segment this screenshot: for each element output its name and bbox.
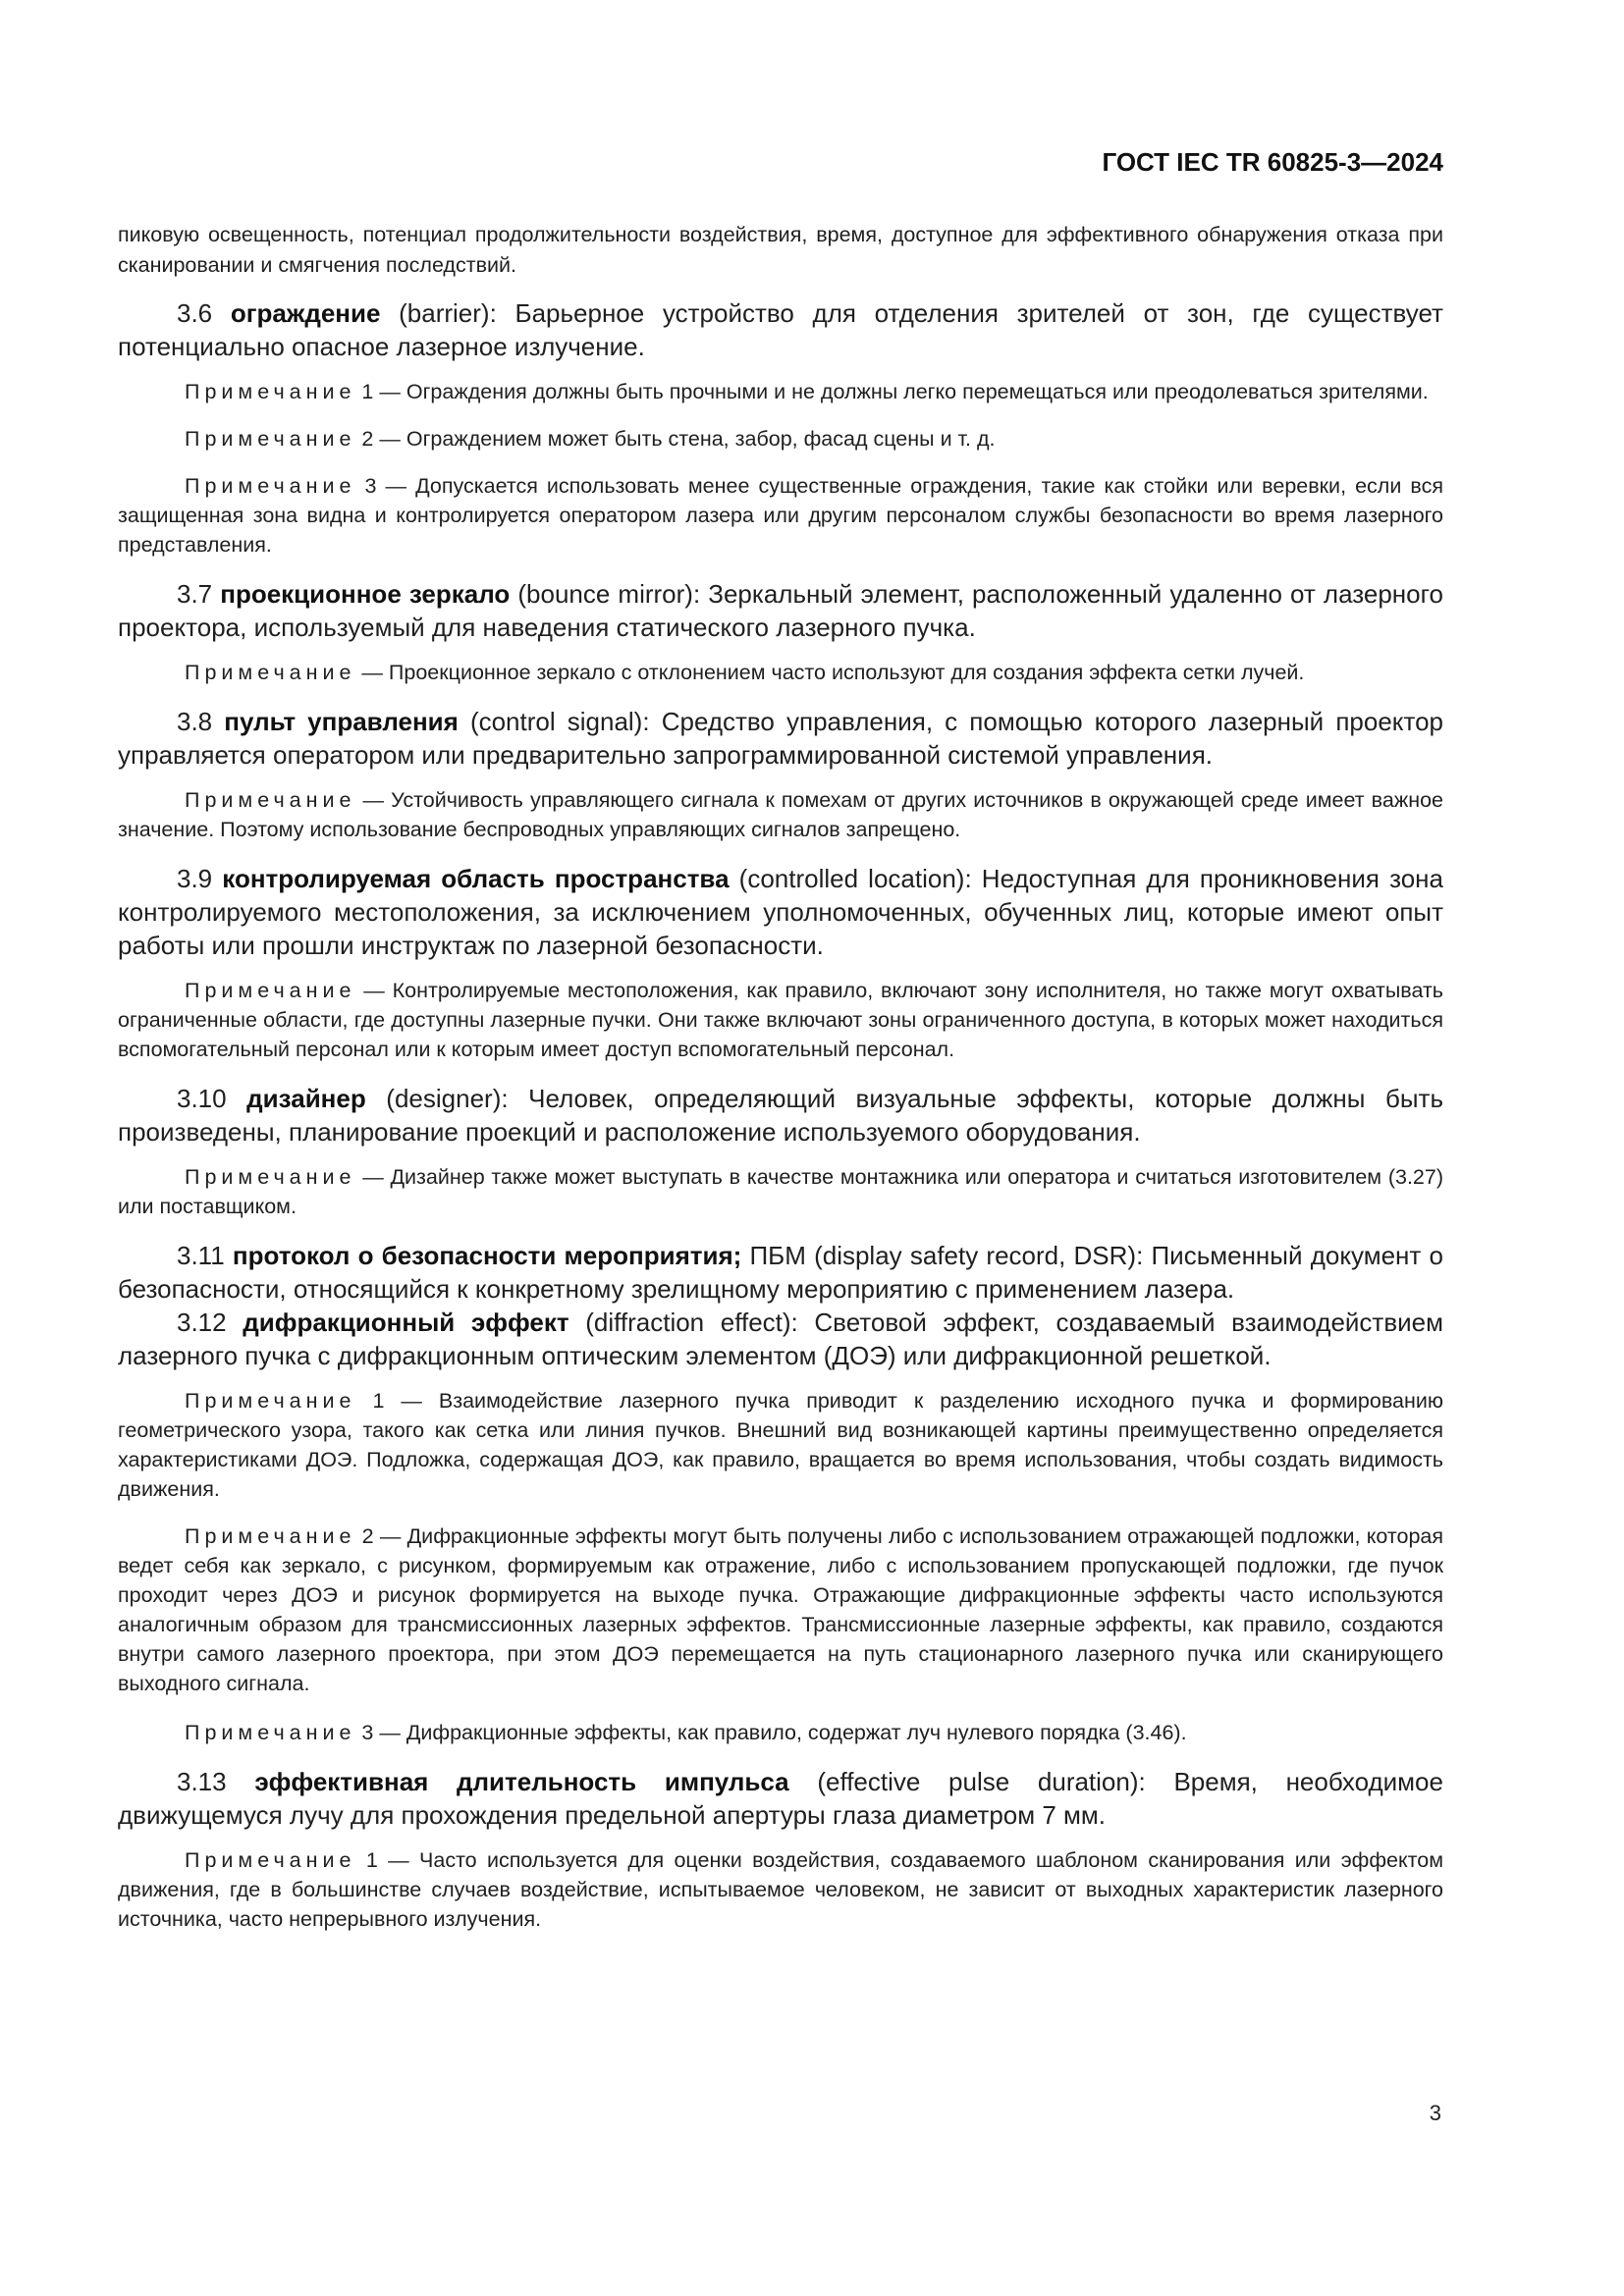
- term-name: дифракционный эффект: [243, 1308, 569, 1337]
- note-suffix: 1 —: [355, 1848, 420, 1872]
- term-definition: Недоступная для проникновения зона контролируемого местоположения, за исключением уполномоченных, обученных лиц, которые имеют опыт работы или прошли инструктаж по лазерной безопасности.: [118, 864, 1443, 960]
- term-name: ограждение: [230, 298, 381, 328]
- term-origin: (control signal):: [469, 707, 650, 736]
- note-label: Примечание: [185, 1389, 356, 1413]
- term-number: 3.6: [177, 298, 213, 328]
- note-text: Взаимодействие лазерного пучка приводит к разделению исходного пучка и формированию геометрического узора, такого как сетка или линия пучков. Внешний вид возникающей картины преимущественно определяется характеристиками ДОЭ. Подложка, содержащая ДОЭ, как правило, вращается во время использования, чтобы создать видимость движения.: [118, 1389, 1443, 1501]
- term-origin: (barrier):: [399, 298, 497, 328]
- term-number: 3.12: [177, 1308, 227, 1337]
- term-origin: (controlled location):: [738, 864, 972, 893]
- page-number: 3: [1429, 2101, 1441, 2125]
- term-number: 3.9: [177, 864, 213, 893]
- term-number: 3.7: [177, 579, 213, 609]
- term-definition: Письменный документ о безопасности, относящийся к конкретному зрелищному мероприятию с применением лазера.: [118, 1241, 1443, 1304]
- note-suffix: 2 —: [355, 1524, 407, 1548]
- note: [118, 471, 1443, 560]
- term-definition: Средство управления, с помощью которого лазерный проектор управляется оператором или предварительно запрограммированной системой управления.: [118, 707, 1443, 770]
- term-definition: Время, необходимое движущемуся лучу для прохождения предельной апертуры глаза диаметром 7 мм.: [118, 1767, 1443, 1830]
- note-text: Ограждения должны быть прочными и не должны легко перемещаться или преодолеваться зрителями.: [406, 380, 1429, 403]
- term-3-6: [118, 296, 1443, 363]
- term-name: пульт управления: [224, 707, 459, 736]
- term-name: дизайнер: [246, 1084, 366, 1113]
- note: [118, 658, 1443, 687]
- note-text: Устойчивость управляющего сигнала к помехам от других источников в окружающей среде имеет важное значение. Поэтому использование беспроводных управляющих сигналов запрещено.: [118, 788, 1443, 841]
- term-3-9: [118, 862, 1443, 962]
- term-3-10: [118, 1082, 1443, 1148]
- note: [118, 1162, 1443, 1221]
- term-name: протокол о безопасности мероприятия;: [232, 1241, 742, 1270]
- term-origin: (designer):: [386, 1084, 509, 1113]
- note: [118, 1386, 1443, 1504]
- term-origin: ПБМ (display safety record, DSR):: [749, 1241, 1144, 1270]
- note: [118, 785, 1443, 844]
- note: [118, 1845, 1443, 1934]
- note-text: Дизайнер также может выступать в качестве монтажника или оператора и считаться изготовителем (3.27) или поставщиком.: [118, 1165, 1443, 1218]
- note-text: Дифракционные эффекты могут быть получены либо с использованием отражающей подложки, которая ведет себя как зеркало, с рисунком, формируемым как отражение, либо с использованием пропускающей подложки, где пучок проходит через ДОЭ и рисунок формируется на выходе пучка. Отражающие дифракционные эффекты часто используются аналогичным образом для трансмиссионных лазерных эффектов. Трансмиссионные лазерные эффекты, как правило, создаются внутри самого лазерного проектора, при этом ДОЭ перемещается на путь стационарного лазерного пучка или сканирующего выходного сигнала.: [118, 1524, 1443, 1695]
- note-suffix: —: [355, 661, 389, 684]
- note: [118, 976, 1443, 1064]
- note-label: Примечание: [185, 661, 356, 684]
- term-number: 3.8: [177, 707, 213, 736]
- note-label: Примечание: [185, 1721, 356, 1744]
- note-suffix: —: [355, 788, 392, 812]
- page-content: [118, 220, 1443, 1951]
- term-origin: (effective pulse duration):: [817, 1767, 1146, 1796]
- note-text: Проекционное зеркало с отклонением часто используют для создания эффекта сетки лучей.: [388, 661, 1305, 684]
- term-number: 3.13: [177, 1767, 227, 1796]
- note-text: Допускается использовать менее существенные ограждения, такие как стойки или веревки, если вся защищенная зона видна и контролируется оператором лазера или другим персоналом службы безопасности во время лазерного представления.: [118, 474, 1443, 557]
- term-definition: Зеркальный элемент, расположенный удаленно от лазерного проектора, используемый для наведения статического лазерного пучка.: [118, 579, 1443, 642]
- document-code: ГОСТ IEC TR 60825-3—2024: [1102, 147, 1443, 177]
- continuation-text: пиковую освещенность, потенциал продолжительности воздействия, время, доступное для эффективного обнаружения отказа при сканировании и смягчения последствий.: [118, 223, 1443, 277]
- note-label: Примечание: [185, 1524, 356, 1548]
- note-label: Примечание: [185, 474, 356, 498]
- note-label: Примечание: [185, 788, 356, 812]
- note-suffix: —: [355, 1165, 391, 1189]
- term-origin: (bounce mirror):: [517, 579, 701, 609]
- term-name: эффективная длительность импульса: [254, 1767, 789, 1796]
- note: [118, 1718, 1443, 1747]
- note-suffix: 2 —: [355, 427, 406, 451]
- note: [118, 1522, 1443, 1698]
- term-3-8: [118, 705, 1443, 772]
- note-label: Примечание: [185, 427, 356, 451]
- term-number: 3.11: [177, 1241, 225, 1270]
- note-label: Примечание: [185, 1848, 356, 1872]
- term-3-13: [118, 1765, 1443, 1832]
- term-origin: (diffraction effect):: [585, 1308, 798, 1337]
- note-text: Часто используется для оценки воздействия, создаваемого шаблоном сканирования или эффектом движения, где в большинстве случаев воздействие, испытываемое человеком, не зависит от выходных характеристик лазерного источника, часто непрерывного излучения.: [118, 1848, 1443, 1931]
- note-suffix: 3 —: [355, 1721, 406, 1744]
- term-name: проекционное зеркало: [220, 579, 511, 609]
- note-suffix: 1 —: [355, 1389, 439, 1413]
- term-3-11: [118, 1239, 1443, 1306]
- note-suffix: 3 —: [355, 474, 416, 498]
- term-definition: Световой эффект, создаваемый взаимодействием лазерного пучка с дифракционным оптическим элементом (ДОЭ) или дифракционной решеткой.: [118, 1308, 1444, 1370]
- term-3-7: [118, 577, 1443, 644]
- term-3-12: [118, 1306, 1443, 1372]
- note-suffix: —: [355, 979, 393, 1002]
- term-name: контролируемая область пространства: [222, 864, 730, 893]
- note-text: Дифракционные эффекты, как правило, содержат луч нулевого порядка (3.46).: [406, 1721, 1187, 1744]
- term-number: 3.10: [177, 1084, 227, 1113]
- note: [118, 377, 1443, 406]
- note-label: Примечание: [185, 1165, 356, 1189]
- note-text: Контролируемые местоположения, как правило, включают зону исполнителя, но также могут охватывать ограниченные области, где доступны лазерные пучки. Они также включают зоны ограниченного доступа, в которых может находиться вспомогательный персонал или к которым имеет доступ вспомогательный персонал.: [118, 979, 1443, 1061]
- note-label: Примечание: [185, 979, 356, 1002]
- term-definition: Человек, определяющий визуальные эффекты, которые должны быть произведены, планирование проекций и расположение используемого оборудования.: [118, 1084, 1444, 1147]
- note-label: Примечание: [185, 380, 356, 403]
- note: [118, 424, 1443, 454]
- term-definition: Барьерное устройство для отделения зрителей от зон, где существует потенциально опасное лазерное излучение.: [118, 298, 1443, 361]
- note-suffix: 1 —: [355, 380, 406, 403]
- note-text: Ограждением может быть стена, забор, фасад сцены и т. д.: [406, 427, 996, 451]
